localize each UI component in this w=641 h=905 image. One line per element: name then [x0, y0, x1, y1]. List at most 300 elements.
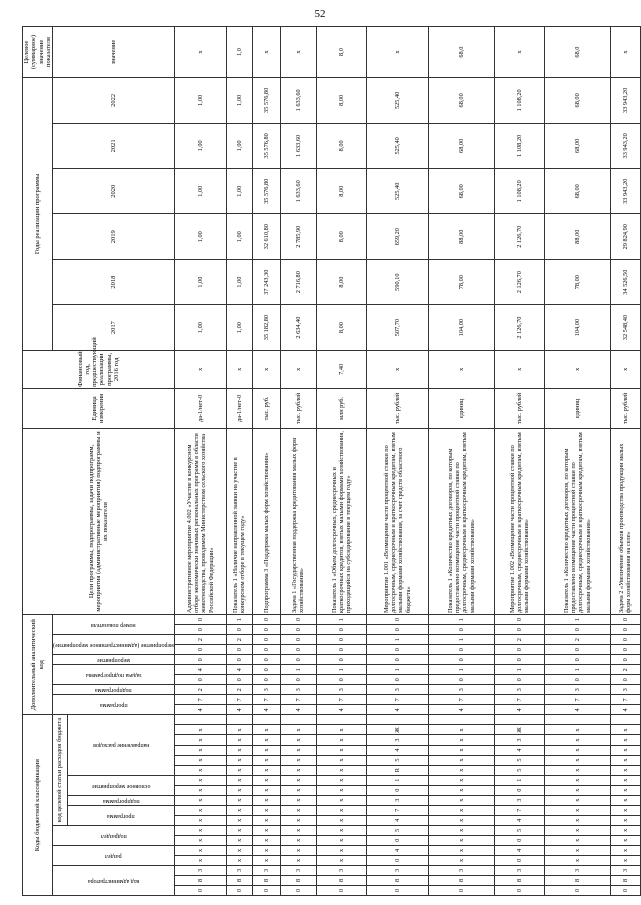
section-code-digit: x: [610, 845, 640, 855]
direction-code-digit: 5: [494, 765, 544, 775]
table-row: [226, 27, 252, 896]
table-row: [280, 27, 316, 896]
section-code-digit: x: [252, 845, 280, 855]
spacer-cell: [544, 715, 610, 725]
year-value: 8,00: [316, 259, 366, 304]
fin-year-value: x: [610, 350, 640, 388]
program-code-digit: x: [252, 805, 280, 815]
analytic-code-digit: 2: [610, 665, 640, 675]
subsection-code-digit: x: [280, 835, 316, 845]
direction-code-digit: 5: [494, 755, 544, 765]
year-value: 1 108,20: [494, 169, 544, 214]
analytic-code-digit: 0: [610, 625, 640, 635]
analytic-code-digit: 7: [316, 695, 366, 705]
subsection-code-digit: x: [252, 835, 280, 845]
direction-code-digit: x: [280, 765, 316, 775]
an-indicator-header-text: номер показателя: [91, 621, 136, 628]
subprogram-code-digit: x: [544, 795, 610, 805]
main-event-code-digit: x: [544, 775, 610, 785]
admin-code-digit: 3: [316, 865, 366, 875]
direction-code-digit: x: [316, 735, 366, 745]
target-value: x: [280, 27, 316, 78]
analytic-code-digit: 1: [544, 615, 610, 625]
analytic-code-digit: 0: [226, 675, 252, 685]
year-value: 68,00: [428, 169, 494, 214]
spacer-cell: [610, 715, 640, 725]
header-row-1: [23, 27, 53, 896]
direction-code-digit: x: [252, 745, 280, 755]
subprogram-code-digit: x: [316, 795, 366, 805]
direction-code-digit: x: [428, 765, 494, 775]
main-event-code-digit: x: [280, 775, 316, 785]
admin-code-digit: 8: [544, 875, 610, 885]
target-value: 68,0: [544, 27, 610, 78]
year-value: 2 126,70: [494, 214, 544, 259]
analytic-code-digit: 3: [428, 685, 494, 695]
subsection-code-digit: x: [544, 825, 610, 835]
main-event-code-digit: 0: [366, 785, 428, 795]
fin-year-value: x: [252, 350, 280, 388]
program-code-digit: x: [544, 815, 610, 825]
analytic-code-digit: 4: [494, 705, 544, 715]
year-value: 2 126,70: [494, 305, 544, 350]
analytic-code-digit: 0: [252, 635, 280, 645]
subsection-code-digit: 0: [494, 835, 544, 845]
section-code-digit: x: [544, 855, 610, 865]
goal-header: Цели программы, подпрограммы, задачи подпрограмм, мероприятия (административные мероприятия) подпрограммы и их показатели: [23, 429, 175, 615]
analytic-code-digit: 2: [226, 685, 252, 695]
analytic-code-digit: 4: [544, 705, 610, 715]
unit-cell: тыс. руб.: [252, 388, 280, 428]
section-header-text: раздел: [105, 852, 122, 859]
direction-code-digit: x: [174, 765, 226, 775]
year-value: 68,00: [428, 123, 494, 168]
year-value: 1,00: [226, 169, 252, 214]
subsection-code-digit: x: [252, 825, 280, 835]
analytic-code-digit: 4: [226, 705, 252, 715]
program-code-digit: x: [226, 815, 252, 825]
year-value: 68,00: [544, 123, 610, 168]
subprogram-code-digit: 3: [494, 795, 544, 805]
table-row: [316, 27, 366, 896]
admin-code-digit: 8: [366, 875, 428, 885]
section-code-digit: x: [544, 845, 610, 855]
analytic-code-digit: 0: [252, 625, 280, 635]
section-code-digit: 0: [494, 855, 544, 865]
an-task-header-text: задача подпрограммы: [85, 672, 142, 679]
direction-code-digit: x: [316, 765, 366, 775]
analytic-code-digit: 3: [252, 685, 280, 695]
analytic-code-digit: 0: [610, 655, 640, 665]
year-2019-header: 2019: [53, 214, 175, 259]
table-row: [252, 27, 280, 896]
year-value: 35 182,80: [252, 305, 280, 350]
unit-cell: да-1/нет-0: [226, 388, 252, 428]
main-event-code-digit: x: [610, 785, 640, 795]
goal-text: Административное мероприятие 4.002 «Участие в конкурсном отборе экономически значимых региональных программ в области животноводства, проводимом Министерством сельского хозяйства Российской Федерации»: [174, 429, 226, 615]
program-code-digit: x: [252, 815, 280, 825]
analytic-code-digit: 1: [280, 665, 316, 675]
admin-header: [53, 865, 175, 895]
analytic-code-digit: 2: [494, 635, 544, 645]
subsection-code-digit: x: [544, 835, 610, 845]
year-value: 88,00: [544, 214, 610, 259]
main-event-code-digit: x: [226, 785, 252, 795]
analytic-code-digit: 2: [226, 635, 252, 645]
goal-text: Задача 1 «Государственная поддержка кредитования малых форм хозяйствования»: [280, 429, 316, 615]
program-code-digit: x: [226, 805, 252, 815]
year-value: 590,10: [366, 259, 428, 304]
admin-code-digit: 8: [610, 875, 640, 885]
section-code-digit: x: [316, 855, 366, 865]
subprogram-code-digit: x: [610, 795, 640, 805]
program-code-digit: 7: [366, 805, 428, 815]
page-number: 52: [314, 8, 326, 20]
analytic-code-digit: 7: [280, 695, 316, 705]
direction-code-digit: x: [280, 725, 316, 735]
analytic-code-digit: 0: [428, 655, 494, 665]
analytic-code-digit: 0: [280, 625, 316, 635]
direction-code-digit: 5: [366, 755, 428, 765]
year-value: 525,40: [366, 123, 428, 168]
unit-cell: единиц: [428, 388, 494, 428]
an-measure-header-text: мероприятие (административное мероприятие): [53, 642, 174, 649]
program-code-digit: x: [428, 815, 494, 825]
year-value: 32 610,80: [252, 214, 280, 259]
year-value: 68,00: [544, 78, 610, 124]
program-code-digit: x: [610, 815, 640, 825]
unit-cell: тыс. рублей: [494, 388, 544, 428]
section-code-digit: x: [428, 845, 494, 855]
direction-code-digit: x: [226, 735, 252, 745]
unit-cell: единиц: [544, 388, 610, 428]
year-value: 1,00: [174, 305, 226, 350]
admin-code-digit: 8: [280, 875, 316, 885]
direction-code-digit: x: [280, 745, 316, 755]
year-value: 1 633,60: [280, 78, 316, 124]
target-value: 8,0: [316, 27, 366, 78]
subprogram-code-digit: x: [252, 795, 280, 805]
analytic-code-digit: 0: [494, 655, 544, 665]
direction-code-digit: x: [428, 755, 494, 765]
main-event-code-digit: x: [280, 785, 316, 795]
analytic-code-digit: 0: [366, 675, 428, 685]
direction-code-digit: x: [428, 745, 494, 755]
year-value: 2 634,40: [280, 305, 316, 350]
direction-code-digit: 3: [494, 735, 544, 745]
an-subprogram-header: [53, 685, 175, 695]
direction-code-digit: x: [252, 725, 280, 735]
year-value: 2 716,80: [280, 259, 316, 304]
admin-code-digit: 8: [252, 875, 280, 885]
year-value: 1,00: [226, 78, 252, 124]
table-row: [610, 27, 640, 896]
spacer-cell: [174, 715, 226, 725]
direction-code-digit: x: [428, 725, 494, 735]
year-value: 525,40: [366, 169, 428, 214]
fin-year-value: x: [544, 350, 610, 388]
year-value: 88,00: [428, 214, 494, 259]
admin-code-digit: 0: [428, 885, 494, 895]
direction-code-digit: x: [174, 735, 226, 745]
an-measure-header: [53, 635, 175, 655]
admin-code-digit: 0: [544, 885, 610, 895]
year-value: 8,00: [316, 123, 366, 168]
analytic-code-digit: 0: [366, 615, 428, 625]
year-value: 1,00: [174, 123, 226, 168]
direction-code-header: [67, 715, 174, 775]
year-value: 507,70: [366, 305, 428, 350]
an-subprogram-header-text: подпрограмма: [95, 687, 132, 694]
subprogram-code-header: [67, 795, 174, 805]
analytic-code-digit: 1: [428, 665, 494, 675]
subprogram-code-digit: x: [280, 795, 316, 805]
analytic-code-digit: 0: [252, 655, 280, 665]
direction-code-digit: x: [252, 755, 280, 765]
budget-codes-header: Коды бюджетной классификации: [23, 715, 53, 896]
unit-cell: тыс. рублей: [610, 388, 640, 428]
admin-code-digit: 0: [174, 885, 226, 895]
analytic-code-digit: 0: [280, 615, 316, 625]
year-2021-header: 2021: [53, 123, 175, 168]
direction-code-digit: x: [544, 745, 610, 755]
admin-code-digit: 3: [428, 865, 494, 875]
subprogram-code-digit: x: [428, 795, 494, 805]
main-event-code-digit: x: [174, 785, 226, 795]
analytic-code-digit: 3: [316, 685, 366, 695]
subsection-code-digit: x: [610, 825, 640, 835]
admin-code-digit: 3: [366, 865, 428, 875]
year-value: 33 943,20: [610, 169, 640, 214]
year-value: 8,00: [316, 214, 366, 259]
direction-code-digit: x: [226, 745, 252, 755]
program-code-digit: x: [280, 815, 316, 825]
analytic-code-digit: 7: [494, 695, 544, 705]
analytic-code-digit: 1: [366, 635, 428, 645]
subsection-code-digit: x: [280, 825, 316, 835]
admin-code-digit: 3: [494, 865, 544, 875]
main-event-code-digit: x: [544, 785, 610, 795]
year-value: 1 633,60: [280, 123, 316, 168]
subsection-code-digit: 0: [366, 835, 428, 845]
direction-code-digit: x: [316, 725, 366, 735]
unit-cell: тыс. рублей: [366, 388, 428, 428]
year-value: 2 126,70: [494, 259, 544, 304]
year-value: 33 943,20: [610, 123, 640, 168]
fin-year-value: x: [494, 350, 544, 388]
direction-code-digit: x: [610, 765, 640, 775]
year-value: 68,00: [428, 78, 494, 124]
analytic-code-digit: 0: [174, 655, 226, 665]
main-event-code-digit: 1: [494, 775, 544, 785]
analytic-code-digit: 1: [316, 665, 366, 675]
an-task-header: [53, 665, 175, 685]
target-value: x: [252, 27, 280, 78]
spacer-cell: [428, 715, 494, 725]
analytic-code-digit: 2: [174, 635, 226, 645]
year-value: 34 526,50: [610, 259, 640, 304]
year-2017-header: 2017: [53, 305, 175, 350]
analytic-code-digit: 0: [544, 625, 610, 635]
direction-code-digit: x: [280, 755, 316, 765]
goal-text: Показатель 1 «Объем долгосрочных, среднесрочных и краткосрочных кредитов, взятых малыми формами хозяйствования, приходящийся на субсидирование в текущем году»: [316, 429, 366, 615]
main-event-code-digit: x: [174, 775, 226, 785]
year-2022-header: 2022: [53, 78, 175, 124]
section-code-digit: x: [428, 855, 494, 865]
program-code-digit: 4: [366, 815, 428, 825]
analytic-code-digit: 0: [494, 675, 544, 685]
analytic-code-digit: 2: [544, 635, 610, 645]
target-value: x: [366, 27, 428, 78]
spacer-cell: [280, 715, 316, 725]
fin-year-value: x: [428, 350, 494, 388]
year-value: 1,00: [226, 259, 252, 304]
analytic-code-digit: 0: [544, 645, 610, 655]
program-code-digit: 7: [494, 805, 544, 815]
direction-code-digit: x: [610, 735, 640, 745]
analytic-code-digit: 3: [544, 685, 610, 695]
admin-code-digit: 8: [494, 875, 544, 885]
admin-code-digit: 0: [610, 885, 640, 895]
subprogram-code-digit: x: [174, 795, 226, 805]
rotated-sheet: [22, 26, 633, 896]
analytic-code-digit: 4: [428, 705, 494, 715]
section-code-digit: 0: [366, 855, 428, 865]
year-value: 2 785,90: [280, 214, 316, 259]
rotated-table-container: [22, 26, 633, 896]
analytic-code-digit: 0: [366, 645, 428, 655]
subsection-code-digit: x: [428, 835, 494, 845]
target-code-header: код целевой статьи расходов бюджета: [53, 715, 68, 825]
analytic-code-digit: 0: [280, 675, 316, 685]
direction-code-digit: x: [544, 755, 610, 765]
analytic-code-digit: 4: [280, 705, 316, 715]
analytic-code-digit: 1: [428, 615, 494, 625]
year-value: 525,40: [366, 78, 428, 124]
direction-code-digit: x: [610, 725, 640, 735]
an-event-header: [53, 655, 175, 665]
analytic-code-digit: 0: [280, 645, 316, 655]
subsection-code-digit: 5: [366, 825, 428, 835]
analytic-code-digit: 0: [610, 675, 640, 685]
direction-code-digit: x: [544, 725, 610, 735]
target-header: Целевое (суммарное) значение показателя: [23, 27, 53, 78]
direction-code-digit: x: [252, 735, 280, 745]
analytic-code-digit: 4: [610, 705, 640, 715]
subsection-code-digit: x: [316, 835, 366, 845]
analytic-code-digit: 1: [494, 665, 544, 675]
fin-year-value: x: [226, 350, 252, 388]
analytic-code-digit: 3: [366, 685, 428, 695]
analytic-code-header: Дополнительный аналитический код: [23, 615, 53, 715]
goal-text: Мероприятие 1.002 «Возмещение части процентной ставки по долгосрочным, среднесрочным и краткосрочным кредитам, взятым малыми формами хозяйствования»: [494, 429, 544, 615]
analytic-code-digit: 0: [252, 615, 280, 625]
analytic-code-digit: 0: [366, 655, 428, 665]
admin-code-digit: 0: [226, 885, 252, 895]
direction-code-digit: x: [544, 765, 610, 775]
section-header: [53, 845, 175, 865]
year-value: 78,00: [544, 259, 610, 304]
goal-text: Показатель 1 «Наличие направленной заявки на участие в конкурсном отборе в текущем году»: [226, 429, 252, 615]
analytic-code-digit: 0: [544, 655, 610, 665]
analytic-code-digit: 0: [280, 655, 316, 665]
admin-header-text: код администратора: [87, 877, 140, 884]
direction-code-digit: Ж: [366, 725, 428, 735]
direction-code-digit: 3: [366, 735, 428, 745]
target-value: 1,0: [226, 27, 252, 78]
analytic-code-digit: 0: [316, 645, 366, 655]
admin-code-digit: 3: [252, 865, 280, 875]
analytic-code-digit: 4: [174, 665, 226, 675]
analytic-code-digit: 0: [428, 645, 494, 655]
target-value: 68,0: [428, 27, 494, 78]
analytic-code-digit: 7: [544, 695, 610, 705]
program-code-digit: x: [544, 805, 610, 815]
analytic-code-digit: 3: [610, 685, 640, 695]
year-value: 35 576,80: [252, 78, 280, 124]
program-indicators-table: [22, 26, 641, 896]
year-value: 1,00: [226, 214, 252, 259]
section-code-digit: x: [174, 845, 226, 855]
year-value: 1,00: [226, 305, 252, 350]
analytic-code-digit: 0: [316, 675, 366, 685]
subsection-code-digit: x: [226, 835, 252, 845]
analytic-code-digit: 0: [610, 615, 640, 625]
program-code-digit: x: [610, 805, 640, 815]
direction-code-digit: 4: [366, 745, 428, 755]
direction-code-digit: x: [280, 735, 316, 745]
section-code-digit: x: [610, 855, 640, 865]
year-value: 1 633,60: [280, 169, 316, 214]
goal-text: Показатель 1 «Количество кредитных договоров, по которым предоставлено возмещение части процентной ставки по долгосрочным, среднесрочным и краткосрочным кредитам, взятым малыми формами хозяйствования»: [428, 429, 494, 615]
year-value: 35 576,80: [252, 169, 280, 214]
year-value: 104,00: [428, 305, 494, 350]
section-code-digit: x: [280, 845, 316, 855]
year-value: 1,00: [174, 259, 226, 304]
table-row: [174, 27, 226, 896]
year-value: 1,00: [174, 214, 226, 259]
year-value: 8,00: [316, 78, 366, 124]
direction-code-digit: x: [226, 755, 252, 765]
direction-code-digit: x: [174, 745, 226, 755]
main-event-code-digit: x: [316, 785, 366, 795]
table-row: [366, 27, 428, 896]
spacer-cell: [226, 715, 252, 725]
program-code-digit: x: [280, 805, 316, 815]
year-2018-header: 2018: [53, 259, 175, 304]
fin-year-value: x: [366, 350, 428, 388]
program-code-digit: x: [174, 815, 226, 825]
direction-code-digit: x: [316, 745, 366, 755]
admin-code-digit: 3: [174, 865, 226, 875]
analytic-code-digit: 7: [428, 695, 494, 705]
subprogram-code-header-text: подпрограмма: [102, 797, 140, 804]
year-2020-header: 2020: [53, 169, 175, 214]
goal-text: Подпрограмма 3 «Поддержка малых форм хозяйствования»: [252, 429, 280, 615]
section-code-digit: x: [174, 855, 226, 865]
analytic-code-digit: 0: [316, 625, 366, 635]
year-value: 8,00: [316, 305, 366, 350]
main-event-code-digit: x: [610, 775, 640, 785]
subsection-header-text: подраздел: [100, 832, 127, 839]
target-value-header: значение: [53, 27, 175, 78]
subsection-code-digit: x: [174, 835, 226, 845]
section-code-digit: x: [252, 855, 280, 865]
main-event-code-digit: x: [252, 775, 280, 785]
table-row: [428, 27, 494, 896]
goal-text: Показатель 1 «Количество кредитных договоров, по которым предоставлено возмещение части процентной ставки по долгосрочным, среднесрочным и краткосрочным кредитам, взятым малыми формами хозяйствования»: [544, 429, 610, 615]
analytic-code-digit: 1: [366, 665, 428, 675]
